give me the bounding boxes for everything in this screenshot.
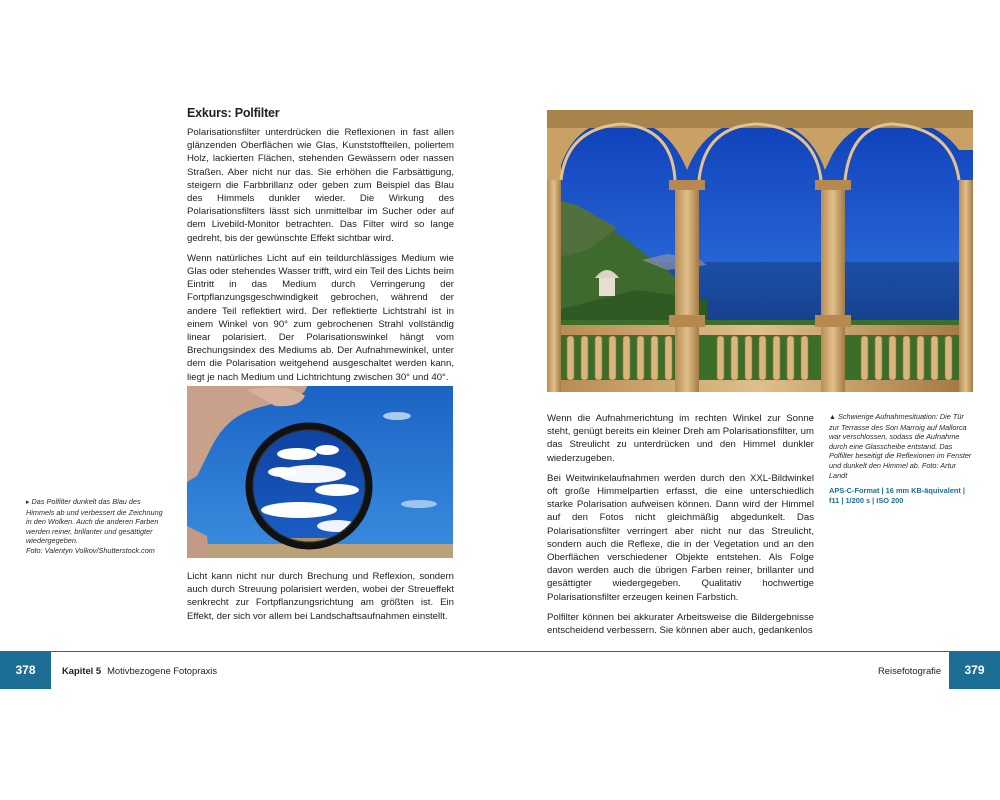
terrace-illustration (547, 110, 973, 392)
paragraph: Wenn natürliches Licht auf ein teildurchlässiges Medium wie Glas oder stehendes Wasser trifft, wird ein Teil des Lichts beim Eintritt in das Medium durch Verringerung der Fortpflanzungsgeschwindigkeit gebrochen, während der andere Teil reflektiert wird. Der reflektierte Lichtstrahl ist in einem Winkel von 90° zum gebrochenen Strahl vollständig linear polarisiert. Der Polarisationswinkel hängt vom Brechungsindex des Mediums ab. Der Aufnahmewinkel, unter dem die Polarisation weitgehend ausgeschaltet werden kann, liegt je nach Medium und Lichtrichtung zwischen 30° und 40°. (187, 252, 454, 383)
page-number-left: 378 (0, 651, 51, 689)
right-page (500, 0, 1000, 800)
caption-text: Schwierige Aufnahmesituation: Die Tür zur Terrasse des Son Marroig auf Mallorca war verschlossen, sodass die Aufnahme durch eine Glasscheibe entstand. Das Polfilter beseitigt die Reflexionen im Fenster und dunkelt den Himmel ab. Foto: Artur Landt (829, 412, 972, 480)
right-photo-caption (829, 412, 974, 506)
footer-section-title: Reisefotografie (878, 665, 942, 676)
paragraph: Wenn die Aufnahmerichtung im rechten Winkel zur Sonne steht, genügt bereits ein kleiner Dreh am Polarisationsfilter, um das Streulicht zu unterdrücken und den Himmel dunkler wiederzugeben. (547, 413, 814, 464)
right-body-text (547, 412, 814, 644)
footer-chapter (62, 665, 217, 676)
polfilter-illustration (187, 386, 453, 558)
paragraph: Polarisationsfilter unterdrücken die Reflexionen in fast allen glänzenden Oberflächen wie Glas, Kunststoffteilen, poliertem Holz, lackierten Flächen, stehenden Gewässern oder nassen Straßen. Aber nicht nur das. Sie erhöhen die Farbsättigung, steigern die Farbbrillanz oder geben zum Beispiel das Blau des Himmels dunkler wieder. Die Wirkung des Polarisationsfilters lässt sich unmittelbar im Sucher oder auf dem Livebild-Monitor betrachten. Das Filter wird so lange gedreht, bis der gewünschte Effekt sichtbar wird. (187, 127, 454, 244)
page-number-right: 379 (949, 651, 1000, 689)
caption-marker-icon: ▸ (26, 499, 30, 506)
caption-credit: Foto: Valentyn Volkov/Shutterstock.com (26, 545, 155, 555)
left-body-text (187, 126, 454, 391)
camera-settings: APS-C-Format | 16 mm KB-äquivalent | f11 | 1/200 s | ISO 200 (829, 486, 965, 506)
paragraph: Bei Weitwinkelaufnahmen werden durch den XXL-Bildwinkel oft große Himmelpartien erfasst, die eine unterschiedlich starke Polarisation aufweisen können. Dann wird der Himmel auf den Fotos nicht gleichmäßig abgedunkelt. Das Polarisationsfilter verringert aber nicht nur das Streulicht, sondern auch die Reflexe, die in der Vegetation und an den Oberflächen verschiedener Objekte entstehen. Als Folge davon werden auch die übrigen Farben reiner, brillanter und gesättigter wiedergegeben. Qualitativ hochwertige Polarisationsfilter erzeugen keinen Farbstich. (547, 472, 814, 603)
left-body-text-2 (187, 570, 454, 630)
chapter-label: Kapitel 5 (62, 665, 102, 676)
caption-text: Das Polfilter dunkelt das Blau des Himmels ab und verbessert die Zeichnung in den Wolken. Auch die anderen Farben werden reiner, brillanter und gesättigter wiedergegeben. (26, 497, 163, 546)
terrace-photo (547, 110, 973, 392)
caption-marker-icon: ▲ (829, 414, 836, 421)
paragraph: Licht kann nicht nur durch Brechung und Reflexion, sondern auch durch Streuung polarisiert werden, wobei der Streueffekt senkrecht zur Fortpflanzungsrichtung am größten ist. Ein Effekt, der sich vor allem bei Landschaftsaufnahmen einstellt. (187, 571, 454, 622)
left-photo-caption (26, 497, 166, 556)
paragraph: Polfilter können bei akkurater Arbeitsweise die Bildergebnisse entscheidend verbessern. Sie können aber auch, gedankenlos (547, 611, 814, 637)
section-heading: Exkurs: Polfilter (187, 106, 280, 120)
chapter-title: Motivbezogene Fotopraxis (107, 665, 218, 676)
polfilter-photo (187, 386, 453, 558)
